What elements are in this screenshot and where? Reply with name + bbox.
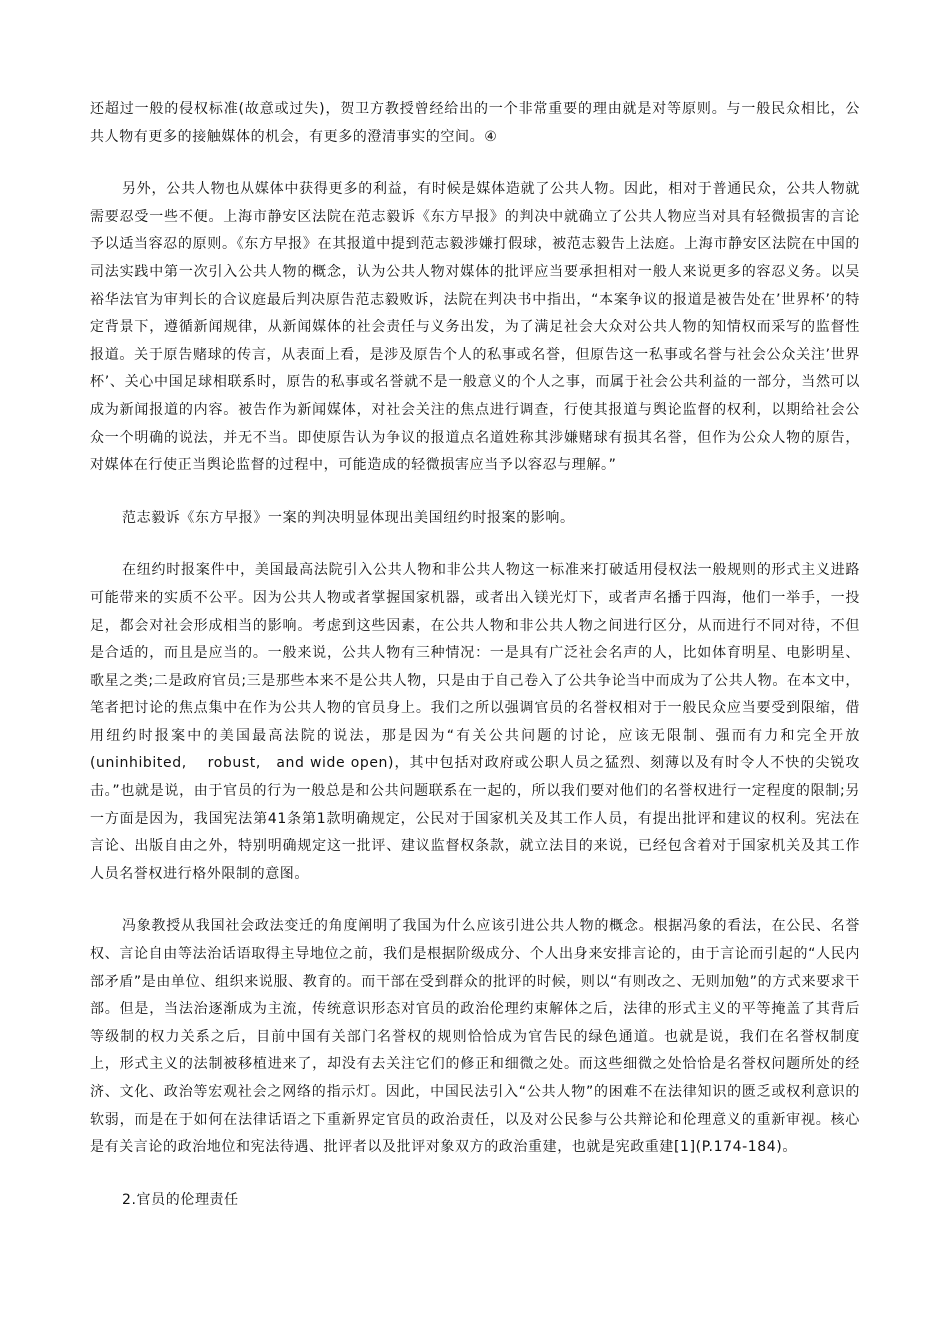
paragraph-2: 另外，公共人物也从媒体中获得更多的利益，有时候是媒体造就了公共人物。因此，相对于普通民众，公共人物就需要忍受一些不便。上海市静安区法院在范志毅诉《东方早报》的判决中就确立了公共人物应当对具有轻微损害的言论予以适当容忍的原则。《东方早报》在其报道中提到范志毅涉嫌打假球，被范志毅告上法庭。上海市静安区法院在中国的司法实践中第一次引入公共人物的概念，认为公共人物对媒体的批评应当要承担相对一般人来说更多的容忍义务。以吴裕华法官为审判长的合议庭最后判决原告范志毅败诉，法院在判决书中指出，“本案争议的报道是被告处在’世界杯’的特定背景下，遵循新闻规律，从新闻媒体的社会责任与义务出发，为了满足社会大众对公共人物的知情权而采写的监督性报道。关于原告赌球的传言，从表面上看，是涉及原告个人的私事或名誉，但原告这一私事或名誉与社会公众关注’世界杯’、关心中国足球相联系时，原告的私事或名誉就不是一般意义的个人之事，而属于社会公共利益的一部分，当然可以成为新闻报道的内容。被告作为新闻媒体，对社会关注的焦点进行调查，行使其报道与舆论监督的权利，以期给社会公众一个明确的说法，并无不当。即使原告认为争议的报道点名道姓称其涉嫌赌球有损其名誉，但作为公众人物的原告，对媒体在行使正当舆论监督的过程中，可能造成的轻微损害应当予以容忍与理解。”: [90, 181, 860, 474]
section-heading: 2.官员的伦理责任: [122, 1191, 239, 1208]
paragraph-1: 还超过一般的侵权标准(故意或过失)，贺卫方教授曾经给出的一个非常重要的理由就是对等原则。与一般民众相比，公共人物有更多的接触媒体的机会，有更多的澄清事实的空间。④: [90, 101, 860, 145]
paragraph-5: 冯象教授从我国社会政法变迁的角度阐明了我国为什么应该引进公共人物的概念。根据冯象的看法，在公民、名誉权、言论自由等法治话语取得主导地位之前，我们是根据阶级成分、个人出身来安排言论的，由于言论而引起的“人民内部矛盾”是由单位、组织来说服、教育的。而干部在受到群众的批评的时候，则以“有则改之、无则加勉”的方式来要求干部。但是，当法治逐渐成为主流，传统意识形态对官员的政治伦理约束解体之后，法律的形式主义的平等掩盖了其背后等级制的权力关系之后，目前中国有关部门名誉权的规则恰恰成为官告民的绿色通道。也就是说，我们在名誉权制度上，形式主义的法制被移植进来了，却没有去关注它们的修正和细微之处。而这些细微之处恰恰是名誉权问题所处的经济、文化、政治等宏观社会之网络的指示灯。因此，中国民法引入“公共人物”的困难不在法律知识的匮乏或权利意识的软弱，而是在于如何在法律话语之下重新界定官员的政治责任，以及对公民参与公共辩论和伦理意义的重新审视。核心是有关言论的政治地位和宪法待遇、批评者以及批评对象双方的政治重建，也就是宪政重建[1](P.174-184)。: [90, 918, 860, 1156]
paragraph-3: 范志毅诉《东方早报》一案的判决明显体现出美国纽约时报案的影响。: [122, 509, 575, 526]
paragraph-4: 在纽约时报案件中，美国最高法院引入公共人物和非公共人物这一标准来打破适用侵权法一般规则的形式主义进路可能带来的实质不公平。因为公共人物或者掌握国家机器，或者出入镁光灯下，或者声名播于四海，他们一举手，一投足，都会对社会形成相当的影响。考虑到这些因素，在公共人物和非公共人物之间进行区分，从而进行不同对待，不但是合适的，而且是应当的。一般来说，公共人物有三种情况：一是具有广泛社会名声的人，比如体育明星、电影明星、歌星之类;二是政府官员;三是那些本来不是公共人物，只是由于自己卷入了公共争论当中而成为了公共人物。在本文中，笔者把讨论的焦点集中在作为公共人物的官员身上。我们之所以强调官员的名誉权相对于一般民众应当要受到限缩，借用纽约时报案中的美国最高法院的说法，那是因为“有关公共问题的讨论，应该无限制、强而有力和完全开放(uninhibited, robust, and wide open)，其中包括对政府或公职人员之猛烈、刻薄以及有时令人不快的尖锐攻击。”也就是说，由于官员的行为一般总是和公共问题联系在一起的，所以我们要对他们的名誉权进行一定程度的限制;另一方面是因为，我国宪法第41条第1款明确规定，公民对于国家机关及其工作人员，有提出批评和建议的权利。宪法在言论、出版自由之外，特别明确规定这一批评、建议监督权条款，就立法目的来说，已经包含着对于国家机关及其工作人员名誉权进行格外限制的意图。: [90, 562, 860, 882]
document-body: [90, 96, 860, 1214]
